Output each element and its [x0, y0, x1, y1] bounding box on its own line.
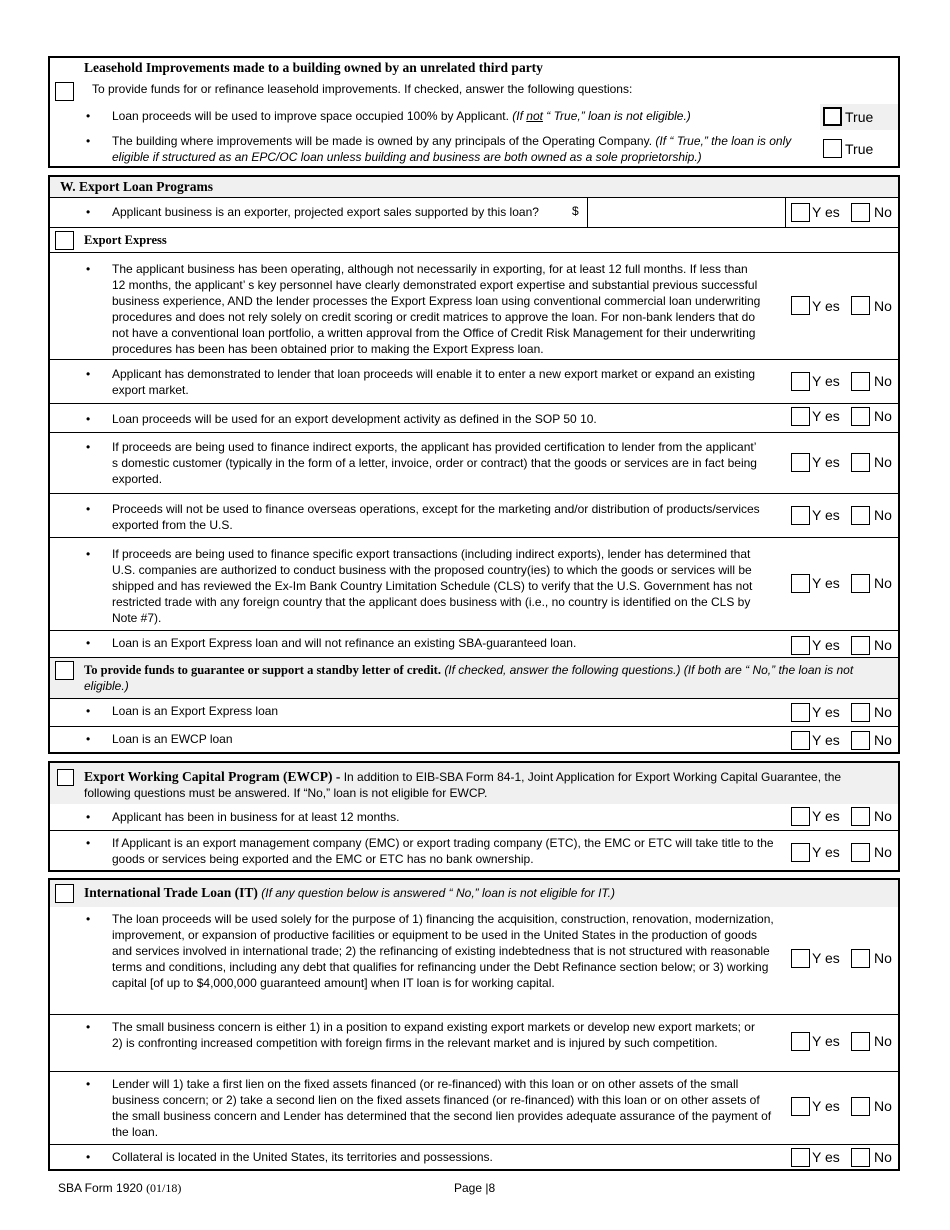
ewcp-q1-row: [50, 804, 898, 830]
express-q-new-market: [50, 359, 898, 403]
q-no-refinance-no-checkbox[interactable]: [851, 636, 870, 655]
itl-q1-row: [50, 907, 898, 1014]
yes-label: Y es: [812, 507, 840, 523]
express-header: [50, 227, 898, 252]
yes-label: Y es: [812, 1098, 840, 1114]
q-overseas-no-checkbox[interactable]: [851, 506, 870, 525]
yes-label: Y es: [812, 732, 840, 748]
no-label: No: [874, 298, 892, 314]
no-label: No: [874, 507, 892, 523]
ewcp-q1-yes-checkbox[interactable]: [791, 807, 810, 826]
q-indirect-no-checkbox[interactable]: [851, 453, 870, 472]
leasehold-q1-true-checkbox[interactable]: [823, 107, 842, 126]
itl-section: [48, 878, 900, 1171]
yes-label: Y es: [812, 204, 840, 220]
q-transactions-no-checkbox[interactable]: [851, 574, 870, 593]
express-title: Export Express: [84, 233, 167, 247]
itl-q1-yes-checkbox[interactable]: [791, 949, 810, 968]
exporter-question: Applicant business is an exporter, projected export sales supported by this loan?: [112, 205, 539, 219]
no-label: No: [874, 808, 892, 824]
q-operating-yes-checkbox[interactable]: [791, 296, 810, 315]
itl-title-line: [84, 885, 615, 901]
q-ewcp-loan-no-checkbox[interactable]: [851, 731, 870, 750]
itl-q3-yes-checkbox[interactable]: [791, 1097, 810, 1116]
itl-q3-no-checkbox[interactable]: [851, 1097, 870, 1116]
yes-label: Y es: [812, 575, 840, 591]
express-q-overseas: [50, 493, 898, 537]
leasehold-subtitle: To provide funds for or refinance leasehold improvements. If checked, answer the following questions:: [92, 82, 633, 96]
bullet: •: [86, 704, 91, 718]
bullet: •: [86, 732, 91, 746]
no-label: No: [874, 704, 892, 720]
no-label: No: [874, 1098, 892, 1114]
leasehold-q2-row: [50, 130, 898, 168]
leasehold-title: Leasehold Improvements made to a building owned by an unrelated third party: [84, 60, 543, 75]
leasehold-q1-text: [112, 108, 812, 124]
no-label: No: [874, 408, 892, 424]
q-new-market-yes-checkbox[interactable]: [791, 372, 810, 391]
standby-q-ewcp: [50, 726, 898, 754]
no-label: No: [874, 204, 892, 220]
ewcp-header: [50, 763, 898, 804]
no-label: No: [874, 575, 892, 591]
itl-q4-yes-checkbox[interactable]: [791, 1148, 810, 1167]
leasehold-q1-note-b: not: [526, 109, 543, 123]
leasehold-section: [48, 56, 900, 168]
q-ewcp-loan-text: Loan is an EWCP loan: [112, 732, 233, 746]
itl-note: (If any question below is answered “ No,” loan is not eligible for IT.): [257, 886, 615, 900]
itl-q2-row: [50, 1014, 898, 1071]
itl-q2-yes-checkbox[interactable]: [791, 1032, 810, 1051]
q-indirect-yes-checkbox[interactable]: [791, 453, 810, 472]
standby-header: [50, 657, 898, 698]
standby-note: (If checked, answer the following questions.) (If both are “ No,” the loan is not eligible.): [84, 663, 854, 693]
yes-label: Y es: [812, 704, 840, 720]
bullet: •: [86, 367, 91, 381]
express-q-no-refinance: [50, 630, 898, 657]
itl-checkbox[interactable]: [55, 884, 74, 903]
q-express-loan-yes-checkbox[interactable]: [791, 703, 810, 722]
bullet: •: [86, 1020, 91, 1034]
itl-q1-no-checkbox[interactable]: [851, 949, 870, 968]
itl-q4-no-checkbox[interactable]: [851, 1148, 870, 1167]
bullet: •: [86, 109, 91, 123]
bullet: •: [86, 810, 91, 824]
q-indirect-text: If proceeds are being used to finance indirect exports, the applicant has provided certification to lender from the applicant’ s domestic customer (typically in the form of a letter, invoice, order or contract) that the goods or services are in fact being exported.: [112, 440, 757, 486]
leasehold-q1-note-c: “ True,” loan is not eligible.): [542, 109, 691, 123]
ewcp-q2-yes-checkbox[interactable]: [791, 843, 810, 862]
itl-header: [50, 880, 898, 907]
export-title: W. Export Loan Programs: [60, 179, 214, 194]
standby-text: [84, 662, 889, 694]
q-new-market-no-checkbox[interactable]: [851, 372, 870, 391]
ewcp-q1-no-checkbox[interactable]: [851, 807, 870, 826]
itl-title: International Trade Loan (IT): [84, 885, 258, 900]
leasehold-q1-main: Loan proceeds will be used to improve space occupied 100% by Applicant.: [112, 109, 509, 123]
yes-label: Y es: [812, 950, 840, 966]
express-q-transactions: [50, 537, 898, 630]
ewcp-q2-text: If Applicant is an export management company (EMC) or export trading company (ETC), the EMC or ETC will take title to the goods or services being exported and the EMC or ETC has no bank ownership.: [112, 836, 774, 866]
leasehold-q2-true-checkbox[interactable]: [823, 139, 842, 158]
bullet: •: [86, 1077, 91, 1091]
leasehold-q1-true-label: True: [845, 109, 874, 125]
q-development-no-checkbox[interactable]: [851, 407, 870, 426]
ewcp-section: [48, 761, 900, 872]
bullet: •: [86, 205, 91, 219]
leasehold-header: [50, 58, 898, 102]
form-date: (01/18): [146, 1181, 182, 1195]
q-operating-text: The applicant business has been operating, although not necessarily in exporting, for at least 12 full months. If less than 12 months, the applicant’ s key personnel have clearly demonstrated export expertise and substantial previous successful business experience, AND the lender processes the Export Express loan using conventional commercial loan underwriting procedures and does not rely solely on credit scoring or credit matrices to approve the loan. For non-bank lenders that do not have a conventional loan portfolio, a written approval from the Office of Credit Risk Management for their underwriting procedures has been has been obtained prior to making the Export Express loan.: [112, 262, 761, 356]
exporter-no-checkbox[interactable]: [851, 203, 870, 222]
bullet: •: [86, 440, 91, 454]
q-transactions-yes-checkbox[interactable]: [791, 574, 810, 593]
yes-label: Y es: [812, 808, 840, 824]
exporter-row: [50, 197, 898, 227]
bullet: •: [86, 502, 91, 516]
bullet: •: [86, 547, 91, 561]
itl-q4-row: [50, 1144, 898, 1171]
q-transactions-text: If proceeds are being used to finance specific export transactions (including indirect exports), lender has determined that U.S. companies are authorized to conduct business with the proposed country(ies) to which the goods or services will be shipped and has reviewed the Ex-Im Bank Country Limitation Schedule (CLS) to verify that the U.S. Government has not restricted trade with any foreign country that the applicant does business with (i.e., no country is identified on the CLS by Note #7).: [112, 547, 753, 625]
express-checkbox[interactable]: [55, 231, 74, 250]
ewcp-title: Export Working Capital Program (EWCP) -: [84, 769, 341, 784]
itl-q2-text: The small business concern is either 1) in a position to expand existing export markets or develop new export markets; or 2) is confronting increased competition with foreign firms in the relevant market and is injured by such competition.: [112, 1020, 755, 1050]
ewcp-q2-no-checkbox[interactable]: [851, 843, 870, 862]
itl-q2-no-checkbox[interactable]: [851, 1032, 870, 1051]
page-number: Page |8: [454, 1181, 496, 1195]
no-label: No: [874, 950, 892, 966]
no-label: No: [874, 637, 892, 653]
bullet: •: [86, 912, 91, 926]
itl-q4-text: Collateral is located in the United States, its territories and possessions.: [112, 1150, 493, 1164]
bullet: •: [86, 412, 91, 426]
exporter-yes-checkbox[interactable]: [791, 203, 810, 222]
express-q-development: [50, 403, 898, 432]
bullet: •: [86, 636, 91, 650]
export-header: [50, 177, 898, 197]
q-express-loan-no-checkbox[interactable]: [851, 703, 870, 722]
leasehold-q2-note: (If “ True,” the loan is only eligible if structured as an EPC/OC loan unless building and business are both owned as a sole proprietorship.): [112, 134, 792, 164]
yes-label: Y es: [812, 637, 840, 653]
form-id: [58, 1181, 181, 1196]
no-label: No: [874, 1033, 892, 1049]
q-no-refinance-text: Loan is an Export Express loan and will not refinance an existing SBA-guaranteed loan.: [112, 636, 577, 650]
q-development-yes-checkbox[interactable]: [791, 407, 810, 426]
ewcp-intro: [84, 769, 884, 801]
itl-q3-row: [50, 1071, 898, 1144]
leasehold-q1-row: [50, 104, 898, 130]
standby-q-express: [50, 698, 898, 726]
itl-q3-text: Lender will 1) take a first lien on the fixed assets financed (or re-financed) with this loan or on other assets of the small business concern; or 2) take a second lien on the fixed assets financed (or re-financed) with this loan or on other assets of the small business concern and Lender has determined that the second lien provides adequate assurance of the payment of the loan.: [112, 1077, 772, 1139]
leasehold-q2-text: [112, 133, 812, 165]
form-name: SBA Form 1920: [58, 1181, 143, 1195]
ewcp-q2-row: [50, 830, 898, 872]
yes-label: Y es: [812, 454, 840, 470]
yes-label: Y es: [812, 1033, 840, 1049]
yes-label: Y es: [812, 373, 840, 389]
no-label: No: [874, 1149, 892, 1165]
standby-checkbox[interactable]: [55, 661, 74, 680]
no-label: No: [874, 844, 892, 860]
q-overseas-text: Proceeds will not be used to finance overseas operations, except for the marketing and/or distribution of products/services exported from the U.S.: [112, 502, 760, 532]
no-label: No: [874, 373, 892, 389]
q-overseas-yes-checkbox[interactable]: [791, 506, 810, 525]
itl-q1-text: The loan proceeds will be used solely for the purpose of 1) financing the acquisition, construction, renovation, modernization, improvement, or expansion of productive facilities or equipment to be used in the United States in the production of goods and services involved in international trade; 2) the refinancing of existing indebtedness that is not structured with reasonable terms and conditions, including any debt that qualifies for refinancing under the Debt Refinance section below; or 3) working capital [of up to $4,000,000 guaranteed amount] when IT loan is for working capital.: [112, 912, 774, 990]
bullet: •: [86, 836, 91, 850]
q-development-text: Loan proceeds will be used for an export development activity as defined in the SOP 50 10.: [112, 412, 597, 426]
bullet: •: [86, 262, 91, 276]
yes-label: Y es: [812, 1149, 840, 1165]
q-express-loan-text: Loan is an Export Express loan: [112, 704, 279, 718]
currency-sign: $: [572, 204, 579, 218]
export-sales-input[interactable]: [587, 198, 786, 227]
ewcp-intro-text: In addition to EIB-SBA Form 84-1, Joint Application for Export Working Capital Guarantee, the following questions must be answered. If “No,” loan is not eligible for EWCP.: [84, 770, 842, 800]
leasehold-q2-true-label: True: [845, 141, 874, 157]
leasehold-q1-note-a: (If: [512, 109, 527, 123]
leasehold-checkbox[interactable]: [55, 82, 74, 101]
express-q-operating: [50, 252, 898, 359]
leasehold-q2-main: The building where improvements will be made is owned by any principals of the Operating Company.: [112, 134, 653, 148]
yes-label: Y es: [812, 844, 840, 860]
yes-label: Y es: [812, 298, 840, 314]
no-label: No: [874, 732, 892, 748]
q-no-refinance-yes-checkbox[interactable]: [791, 636, 810, 655]
q-ewcp-loan-yes-checkbox[interactable]: [791, 731, 810, 750]
export-section: [48, 175, 900, 754]
standby-title: To provide funds to guarantee or support a standby letter of credit.: [84, 663, 441, 677]
q-new-market-text: Applicant has demonstrated to lender that loan proceeds will enable it to enter a new export market or expand an existing export market.: [112, 367, 756, 397]
bullet: •: [86, 134, 91, 148]
bullet: •: [86, 1150, 91, 1164]
yes-label: Y es: [812, 408, 840, 424]
q-operating-no-checkbox[interactable]: [851, 296, 870, 315]
express-q-indirect: [50, 432, 898, 493]
ewcp-checkbox[interactable]: [57, 769, 74, 786]
ewcp-q1-text: Applicant has been in business for at least 12 months.: [112, 810, 400, 824]
no-label: No: [874, 454, 892, 470]
